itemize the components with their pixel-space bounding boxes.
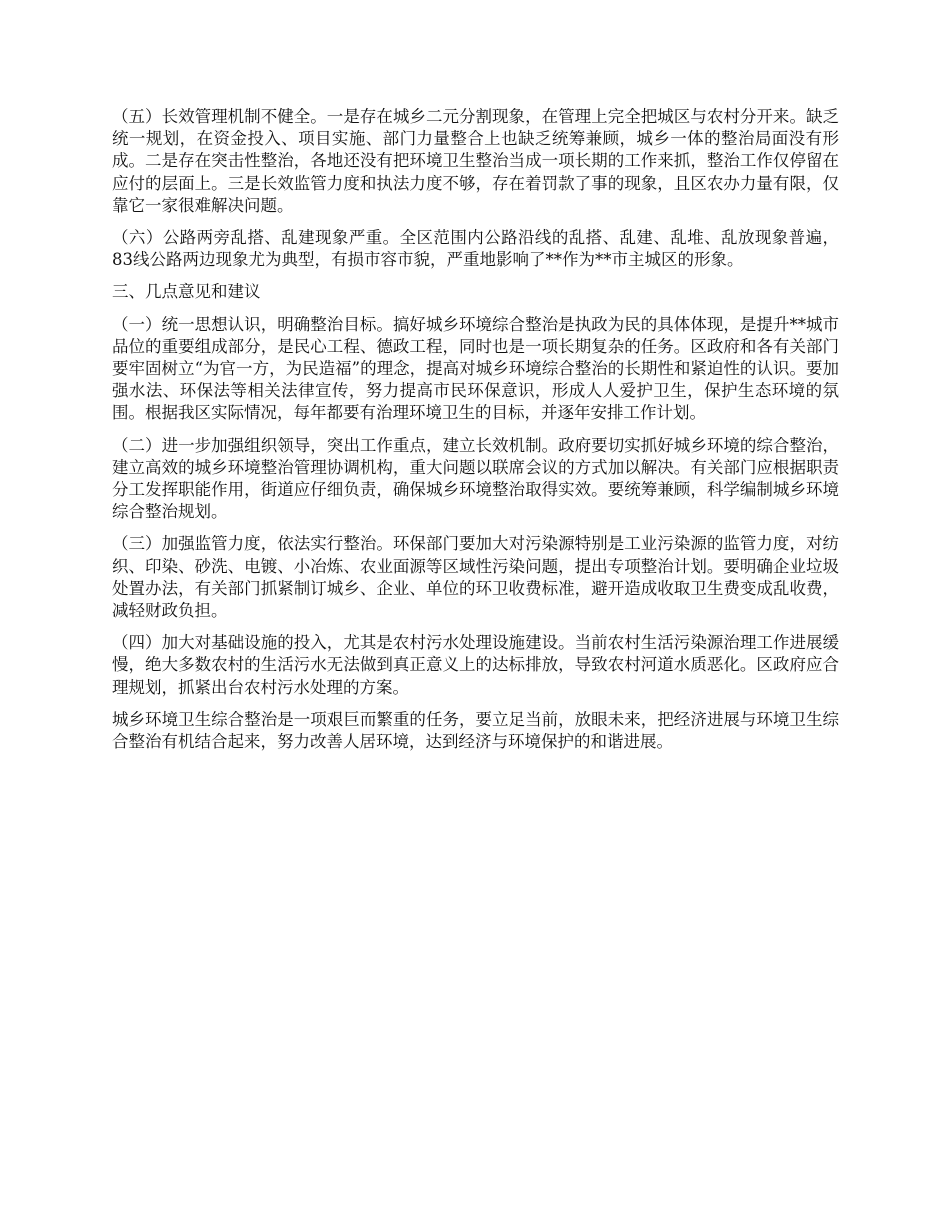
suggestion-4-infrastructure: （四）加大对基础设施的投入，尤其是农村污水处理设施建设。当前农村生活污染源治理工作进展缓慢，绝大多数农村的生活污水无法做到真正意义上的达标排放，导致农村河道水质恶化。区政府应合理规划，抓紧出台农村污水处理的方案。	[112, 633, 839, 697]
document-body	[112, 106, 839, 763]
suggestion-2-organization-leadership: （二）进一步加强组织领导，突出工作重点，建立长效机制。政府要切实抓好城乡环境的综合整治，建立高效的城乡环境整治管理协调机构，重大问题以联席会议的方式加以解决。有关部门应根据职责分工发挥职能作用，街道应仔细负责，确保城乡环境整治取得实效。要统筹兼顾，科学编制城乡环境综合整治规划。	[112, 435, 839, 522]
paragraph-6-roadside-construction: （六）公路两旁乱搭、乱建现象严重。全区范围内公路沿线的乱搭、乱建、乱堆、乱放现象普遍，83线公路两边现象尤为典型，有损市容市貌，严重地影响了**作为**市主城区的形象。	[112, 228, 839, 270]
section-heading-suggestions: 三、几点意见和建议	[112, 282, 261, 302]
conclusion-paragraph: 城乡环境卫生综合整治是一项艰巨而繁重的任务，要立足当前，放眼未来，把经济进展与环境卫生综合整治有机结合起来，努力改善人居环境，达到经济与环境保护的和谐进展。	[112, 709, 839, 752]
suggestion-3-supervision: （三）加强监管力度，依法实行整治。环保部门要加大对污染源特别是工业污染源的监管力度，对纺织、印染、砂洗、电镀、小冶炼、农业面源等区域性污染问题，提出专项整治计划。要明确企业垃圾处置办法，有关部门抓紧制订城乡、企业、单位的环卫收费标准，避开造成收取卫生费变成乱收费，减轻财政负担。	[112, 534, 839, 621]
paragraph-5-management-mechanism: （五）长效管理机制不健全。一是存在城乡二元分割现象，在管理上完全把城区与农村分开来。缺乏统一规划，在资金投入、项目实施、部门力量整合上也缺乏统筹兼顾，城乡一体的整治局面没有形成。二是存在突击性整治，各地还没有把环境卫生整治当成一项长期的工作来抓，整治工作仅停留在应付的层面上。三是长效监管力度和执法力度不够，存在着罚款了事的现象，且区农办力量有限，仅靠它一家很难解决问题。	[112, 107, 839, 215]
suggestion-1-unify-thinking: （一）统一思想认识，明确整治目标。搞好城乡环境综合整治是执政为民的具体体现，是提升**城市品位的重要组成部分，是民心工程、德政工程，同时也是一项长期复杂的任务。区政府和各有关部门要牢固树立“为官一方，为民造福”的理念，提高对城乡环境综合整治的长期性和紧迫性的认识。要加强水法、环保法等相关法律宣传，努力提高市民环保意识，形成人人爱护卫生，保护生态环境的氛围。根据我区实际情况，每年都要有治理环境卫生的目标，并逐年安排工作计划。	[112, 314, 839, 423]
